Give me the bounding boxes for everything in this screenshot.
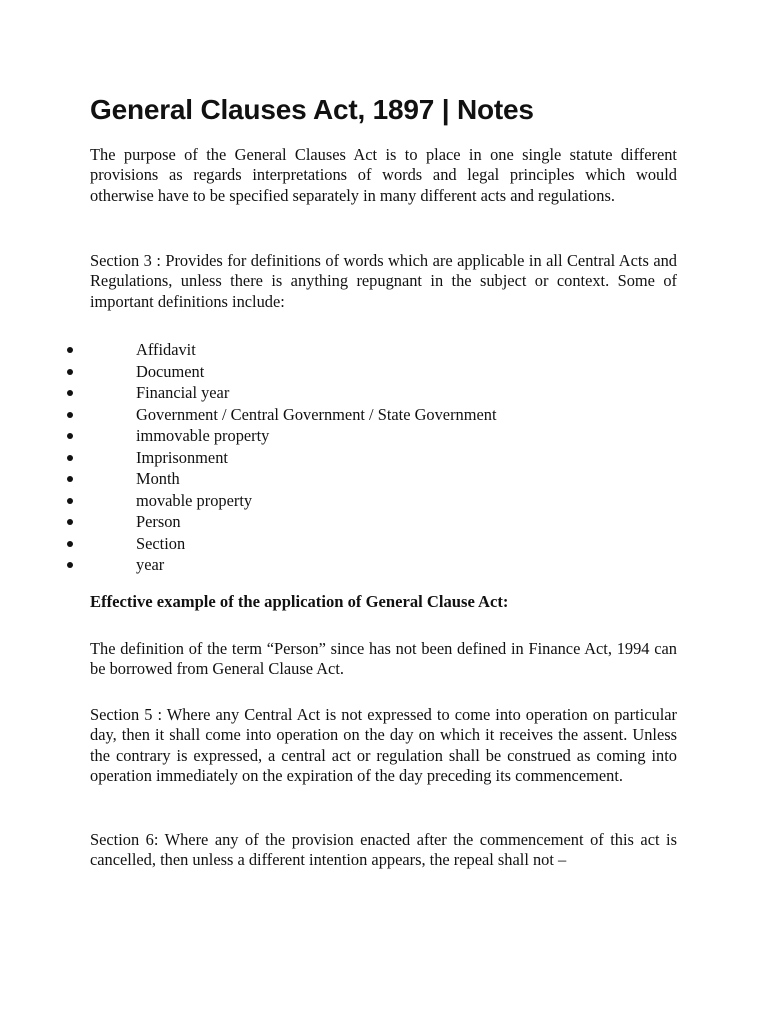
bullet-icon <box>67 519 73 525</box>
section-3-paragraph: Section 3 : Provides for definitions of words which are applicable in all Central Acts and Regulations, unless there is anything repugnant in the subject or context. Some of important definitions include: <box>90 251 677 311</box>
example-heading: Effective example of the application of General Clause Act: <box>90 592 509 611</box>
list-item-label: Financial year <box>136 383 230 402</box>
bullet-icon <box>67 369 73 375</box>
bullet-icon <box>67 390 73 396</box>
bullet-icon <box>67 541 73 547</box>
list-item-label: year <box>136 555 165 574</box>
list-item-label: Person <box>136 512 181 531</box>
list-item <box>0 361 700 383</box>
list-item-label: Month <box>136 469 180 488</box>
bullet-icon <box>67 412 73 418</box>
list-item-label: Section <box>136 533 186 553</box>
list-item-label: Government / Central Government / State Government <box>136 404 497 424</box>
bullet-icon <box>67 433 73 439</box>
bullet-icon <box>67 347 73 353</box>
list-item <box>0 468 700 490</box>
bullet-icon <box>67 498 73 504</box>
list-item <box>0 404 700 426</box>
list-item <box>0 554 700 576</box>
list-item <box>0 339 700 361</box>
page-title: General Clauses Act, 1897 | Notes <box>90 94 534 125</box>
bullet-icon <box>67 455 73 461</box>
list-item <box>0 511 700 533</box>
bullet-icon <box>67 476 73 482</box>
list-item <box>0 382 700 404</box>
section-6-paragraph: Section 6: Where any of the provision enacted after the commencement of this act is cancelled, then unless a different intention appears, the repeal shall not – <box>90 830 677 870</box>
list-item-label: movable property <box>136 490 253 510</box>
list-item <box>0 447 700 469</box>
example-paragraph: The definition of the term “Person” since has not been defined in Finance Act, 1994 can be borrowed from General Clause Act. <box>90 639 677 679</box>
list-item-label: Imprisonment <box>136 447 228 467</box>
list-item <box>0 533 700 555</box>
bullet-icon <box>67 562 73 568</box>
intro-paragraph: The purpose of the General Clauses Act is to place in one single statute different provisions as regards interpretations of words and legal principles which would otherwise have to be specified separately in many different acts and regulations. <box>90 145 677 205</box>
list-item <box>0 425 700 447</box>
section-5-paragraph: Section 5 : Where any Central Act is not expressed to come into operation on particular day, then it shall come into operation on the day on which it receives the assent. Unless the contrary is expressed, a central act or regulation shall be construed as coming into operation immediately on the expiration of the day preceding its commencement. <box>90 705 677 785</box>
list-item-label: Document <box>136 361 205 381</box>
definitions-list <box>0 339 700 576</box>
list-item-label: Affidavit <box>136 340 196 359</box>
list-item-label: immovable property <box>136 426 270 445</box>
list-item <box>0 490 700 512</box>
